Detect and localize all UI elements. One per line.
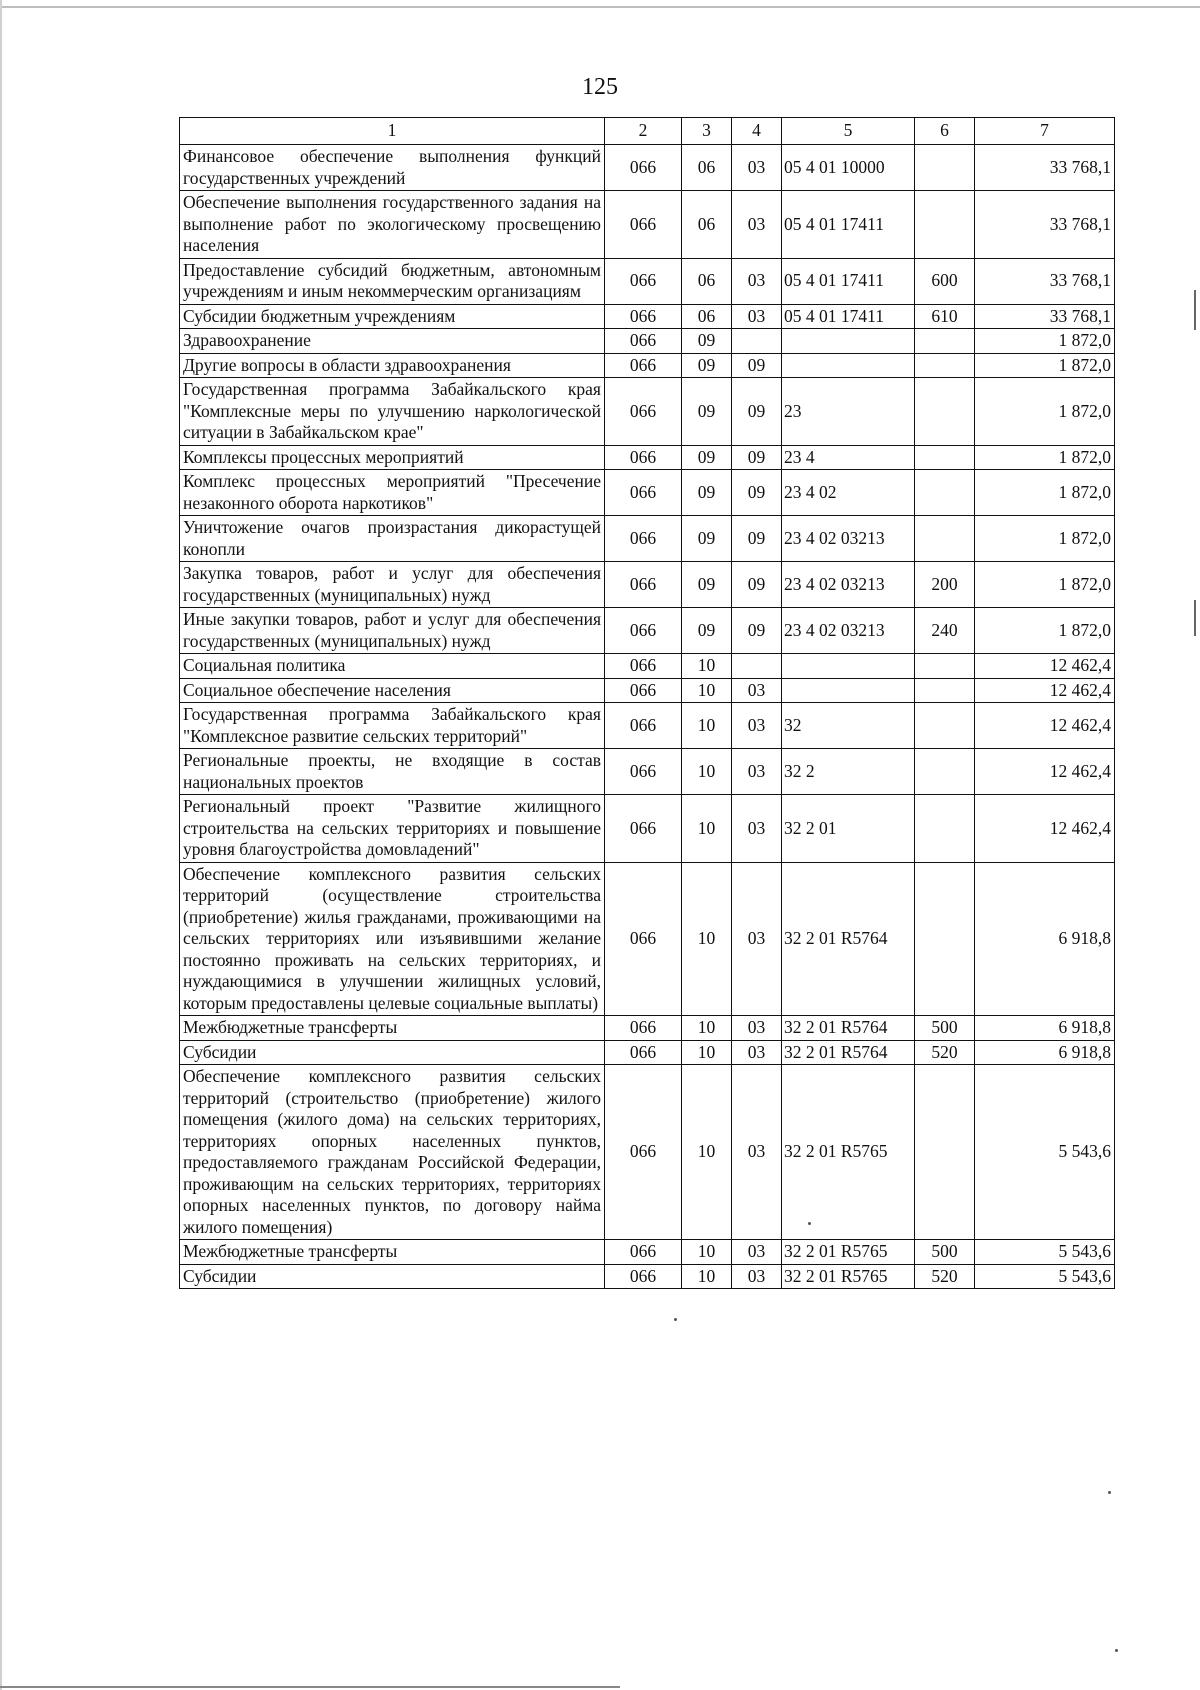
cell-target-article	[782, 678, 915, 703]
cell-expense-type	[915, 191, 975, 259]
cell-ministry-code: 066	[605, 470, 682, 516]
table-body	[180, 118, 1115, 1289]
table-row	[180, 1264, 1115, 1289]
cell-name: Иные закупки товаров, работ и услуг для обеспечения государственных (муниципальных) нужд	[180, 608, 605, 654]
cell-name: Региональный проект "Развитие жилищного строительства на сельских территориях и повышение уровня благоустройства домовладений"	[180, 795, 605, 863]
page-number: 125	[582, 74, 618, 100]
cell-amount: 6 918,8	[975, 862, 1115, 1016]
table-row	[180, 678, 1115, 703]
cell-ministry-code: 066	[605, 749, 682, 795]
header-cell-1: 1	[180, 118, 605, 145]
cell-expense-type	[915, 353, 975, 378]
scan-bottom-edge	[0, 1686, 620, 1688]
cell-expense-type	[915, 378, 975, 446]
cell-expense-type: 520	[915, 1264, 975, 1289]
cell-expense-type: 500	[915, 1016, 975, 1041]
cell-amount: 33 768,1	[975, 304, 1115, 329]
cell-section: 06	[682, 145, 732, 191]
cell-target-article: 32 2 01 R5765	[782, 1065, 915, 1240]
table-row	[180, 1065, 1115, 1240]
cell-subsection: 03	[732, 795, 782, 863]
cell-section: 10	[682, 703, 732, 749]
cell-target-article: 32 2 01 R5765	[782, 1240, 915, 1265]
scan-dot	[674, 1318, 677, 1321]
cell-target-article: 23	[782, 378, 915, 446]
cell-ministry-code: 066	[605, 191, 682, 259]
cell-target-article: 05 4 01 17411	[782, 304, 915, 329]
cell-amount: 1 872,0	[975, 329, 1115, 354]
cell-target-article	[782, 654, 915, 679]
table-row	[180, 470, 1115, 516]
table-row	[180, 516, 1115, 562]
cell-name: Здравоохранение	[180, 329, 605, 354]
cell-name: Социальная политика	[180, 654, 605, 679]
cell-name: Обеспечение комплексного развития сельских территорий (осуществление строительства (приобретение) жилья гражданами, проживающими на сельских территориях или изъявившими желание постоянно проживать на сельских территориях, и нуждающимися в улучшении жилищных условий, которым предоставлены целевые социальные выплаты)	[180, 862, 605, 1016]
cell-ministry-code: 066	[605, 258, 682, 304]
cell-expense-type	[915, 1065, 975, 1240]
cell-expense-type	[915, 703, 975, 749]
cell-ministry-code: 066	[605, 378, 682, 446]
cell-name: Государственная программа Забайкальского края "Комплексные меры по улучшению наркологической ситуации в Забайкальском крае"	[180, 378, 605, 446]
cell-name: Другие вопросы в области здравоохранения	[180, 353, 605, 378]
table-row	[180, 445, 1115, 470]
table-row	[180, 378, 1115, 446]
cell-target-article: 32 2 01 R5764	[782, 1016, 915, 1041]
cell-name: Субсидии	[180, 1264, 605, 1289]
cell-name: Финансовое обеспечение выполнения функций государственных учреждений	[180, 145, 605, 191]
cell-ministry-code: 066	[605, 795, 682, 863]
header-cell-6: 6	[915, 118, 975, 145]
cell-expense-type	[915, 795, 975, 863]
table-row	[180, 329, 1115, 354]
cell-amount: 1 872,0	[975, 470, 1115, 516]
cell-subsection: 03	[732, 145, 782, 191]
table-row	[180, 862, 1115, 1016]
cell-amount: 5 543,6	[975, 1240, 1115, 1265]
cell-name: Предоставление субсидий бюджетным, автономным учреждениям и иным некоммерческим организациям	[180, 258, 605, 304]
cell-amount: 33 768,1	[975, 145, 1115, 191]
cell-ministry-code: 066	[605, 516, 682, 562]
cell-section: 10	[682, 654, 732, 679]
cell-name: Обеспечение комплексного развития сельских территорий (строительство (приобретение) жилого помещения (жилого дома) на сельских территориях, территориях опорных населенных пунктов, предоставляемого гражданам Российской Федерации, проживающим на сельских территориях, территориях опорных населенных пунктов, по договору найма жилого помещения)	[180, 1065, 605, 1240]
cell-expense-type	[915, 445, 975, 470]
cell-target-article: 05 4 01 17411	[782, 258, 915, 304]
cell-target-article	[782, 353, 915, 378]
cell-section: 10	[682, 1016, 732, 1041]
cell-section: 06	[682, 304, 732, 329]
cell-target-article: 23 4 02 03213	[782, 562, 915, 608]
cell-name: Субсидии бюджетным учреждениям	[180, 304, 605, 329]
cell-section: 10	[682, 1240, 732, 1265]
cell-expense-type	[915, 516, 975, 562]
table-row	[180, 654, 1115, 679]
cell-ministry-code: 066	[605, 562, 682, 608]
cell-section: 10	[682, 1040, 732, 1065]
cell-name: Межбюджетные трансферты	[180, 1240, 605, 1265]
cell-amount: 1 872,0	[975, 562, 1115, 608]
header-cell-3: 3	[682, 118, 732, 145]
cell-subsection: 03	[732, 1264, 782, 1289]
cell-expense-type	[915, 329, 975, 354]
cell-amount: 33 768,1	[975, 191, 1115, 259]
table-header-row	[180, 118, 1115, 145]
table-row	[180, 145, 1115, 191]
cell-subsection: 09	[732, 562, 782, 608]
cell-target-article: 23 4 02	[782, 470, 915, 516]
cell-section: 09	[682, 445, 732, 470]
header-cell-7: 7	[975, 118, 1115, 145]
cell-expense-type	[915, 862, 975, 1016]
cell-amount: 12 462,4	[975, 654, 1115, 679]
cell-subsection: 09	[732, 608, 782, 654]
cell-name: Комплексы процессных мероприятий	[180, 445, 605, 470]
cell-subsection	[732, 654, 782, 679]
cell-name: Комплекс процессных мероприятий "Пресечение незаконного оборота наркотиков"	[180, 470, 605, 516]
cell-target-article: 32 2 01 R5764	[782, 862, 915, 1016]
cell-ministry-code: 066	[605, 1016, 682, 1041]
cell-subsection: 09	[732, 445, 782, 470]
cell-section: 10	[682, 795, 732, 863]
cell-amount: 33 768,1	[975, 258, 1115, 304]
budget-table	[179, 117, 1115, 1289]
cell-expense-type	[915, 749, 975, 795]
table-row	[180, 749, 1115, 795]
cell-section: 06	[682, 191, 732, 259]
table-row	[180, 304, 1115, 329]
cell-target-article: 32 2 01 R5764	[782, 1040, 915, 1065]
cell-amount: 5 543,6	[975, 1065, 1115, 1240]
cell-amount: 12 462,4	[975, 703, 1115, 749]
cell-section: 10	[682, 678, 732, 703]
cell-name: Государственная программа Забайкальского края "Комплексное развитие сельских территорий"	[180, 703, 605, 749]
cell-section: 10	[682, 862, 732, 1016]
cell-ministry-code: 066	[605, 1040, 682, 1065]
cell-amount: 1 872,0	[975, 516, 1115, 562]
cell-section: 09	[682, 378, 732, 446]
cell-target-article	[782, 329, 915, 354]
cell-subsection: 03	[732, 862, 782, 1016]
cell-amount: 6 918,8	[975, 1040, 1115, 1065]
table-row	[180, 608, 1115, 654]
cell-section: 10	[682, 1065, 732, 1240]
cell-section: 10	[682, 1264, 732, 1289]
table-row	[180, 1040, 1115, 1065]
cell-expense-type	[915, 678, 975, 703]
cell-target-article: 32 2	[782, 749, 915, 795]
cell-ministry-code: 066	[605, 329, 682, 354]
cell-ministry-code: 066	[605, 1065, 682, 1240]
scan-dot	[1115, 1649, 1118, 1652]
scan-right-mark	[1194, 600, 1196, 636]
cell-amount: 12 462,4	[975, 678, 1115, 703]
header-cell-5: 5	[782, 118, 915, 145]
cell-subsection: 09	[732, 353, 782, 378]
scan-top-edge	[0, 6, 1200, 8]
cell-amount: 1 872,0	[975, 445, 1115, 470]
cell-subsection: 09	[732, 378, 782, 446]
table-row	[180, 353, 1115, 378]
cell-expense-type: 520	[915, 1040, 975, 1065]
cell-subsection: 03	[732, 703, 782, 749]
table-row	[180, 795, 1115, 863]
cell-section: 09	[682, 470, 732, 516]
cell-section: 09	[682, 329, 732, 354]
table-row	[180, 1016, 1115, 1041]
scan-dot	[1108, 1491, 1111, 1494]
table-row	[180, 258, 1115, 304]
cell-expense-type	[915, 145, 975, 191]
cell-subsection: 03	[732, 1065, 782, 1240]
cell-amount: 6 918,8	[975, 1016, 1115, 1041]
cell-subsection: 03	[732, 304, 782, 329]
cell-target-article: 32	[782, 703, 915, 749]
table-row	[180, 1240, 1115, 1265]
table-row	[180, 703, 1115, 749]
cell-ministry-code: 066	[605, 678, 682, 703]
cell-ministry-code: 066	[605, 654, 682, 679]
header-cell-4: 4	[732, 118, 782, 145]
cell-expense-type: 500	[915, 1240, 975, 1265]
cell-section: 09	[682, 608, 732, 654]
cell-ministry-code: 066	[605, 445, 682, 470]
cell-amount: 12 462,4	[975, 749, 1115, 795]
cell-section: 10	[682, 749, 732, 795]
cell-subsection: 03	[732, 1040, 782, 1065]
cell-amount: 1 872,0	[975, 353, 1115, 378]
cell-ministry-code: 066	[605, 862, 682, 1016]
cell-subsection: 03	[732, 1240, 782, 1265]
cell-target-article: 32 2 01 R5765	[782, 1264, 915, 1289]
cell-section: 09	[682, 516, 732, 562]
header-cell-2: 2	[605, 118, 682, 145]
cell-ministry-code: 066	[605, 304, 682, 329]
cell-name: Закупка товаров, работ и услуг для обеспечения государственных (муниципальных) нужд	[180, 562, 605, 608]
cell-subsection: 03	[732, 1016, 782, 1041]
cell-amount: 5 543,6	[975, 1264, 1115, 1289]
cell-ministry-code: 066	[605, 145, 682, 191]
table-row	[180, 562, 1115, 608]
cell-target-article: 23 4	[782, 445, 915, 470]
cell-name: Субсидии	[180, 1040, 605, 1065]
scan-right-mark	[1194, 290, 1196, 330]
cell-target-article: 23 4 02 03213	[782, 608, 915, 654]
cell-subsection: 03	[732, 749, 782, 795]
cell-target-article: 32 2 01	[782, 795, 915, 863]
cell-expense-type: 600	[915, 258, 975, 304]
cell-name: Социальное обеспечение населения	[180, 678, 605, 703]
cell-expense-type	[915, 654, 975, 679]
cell-name: Межбюджетные трансферты	[180, 1016, 605, 1041]
cell-ministry-code: 066	[605, 353, 682, 378]
cell-target-article: 23 4 02 03213	[782, 516, 915, 562]
cell-ministry-code: 066	[605, 608, 682, 654]
cell-subsection: 09	[732, 470, 782, 516]
cell-section: 09	[682, 353, 732, 378]
cell-expense-type	[915, 470, 975, 516]
cell-subsection: 03	[732, 258, 782, 304]
cell-target-article: 05 4 01 17411	[782, 191, 915, 259]
cell-name: Региональные проекты, не входящие в состав национальных проектов	[180, 749, 605, 795]
cell-section: 06	[682, 258, 732, 304]
cell-subsection: 03	[732, 191, 782, 259]
cell-amount: 12 462,4	[975, 795, 1115, 863]
cell-name: Обеспечение выполнения государственного задания на выполнение работ по экологическому просвещению населения	[180, 191, 605, 259]
cell-subsection	[732, 329, 782, 354]
cell-ministry-code: 066	[605, 703, 682, 749]
cell-ministry-code: 066	[605, 1240, 682, 1265]
cell-amount: 1 872,0	[975, 608, 1115, 654]
cell-subsection: 03	[732, 678, 782, 703]
cell-amount: 1 872,0	[975, 378, 1115, 446]
cell-section: 09	[682, 562, 732, 608]
cell-subsection: 09	[732, 516, 782, 562]
cell-expense-type: 610	[915, 304, 975, 329]
table-row	[180, 191, 1115, 259]
cell-expense-type: 240	[915, 608, 975, 654]
scan-left-edge	[0, 0, 2, 1690]
cell-ministry-code: 066	[605, 1264, 682, 1289]
cell-target-article: 05 4 01 10000	[782, 145, 915, 191]
cell-expense-type: 200	[915, 562, 975, 608]
cell-name: Уничтожение очагов произрастания дикорастущей конопли	[180, 516, 605, 562]
